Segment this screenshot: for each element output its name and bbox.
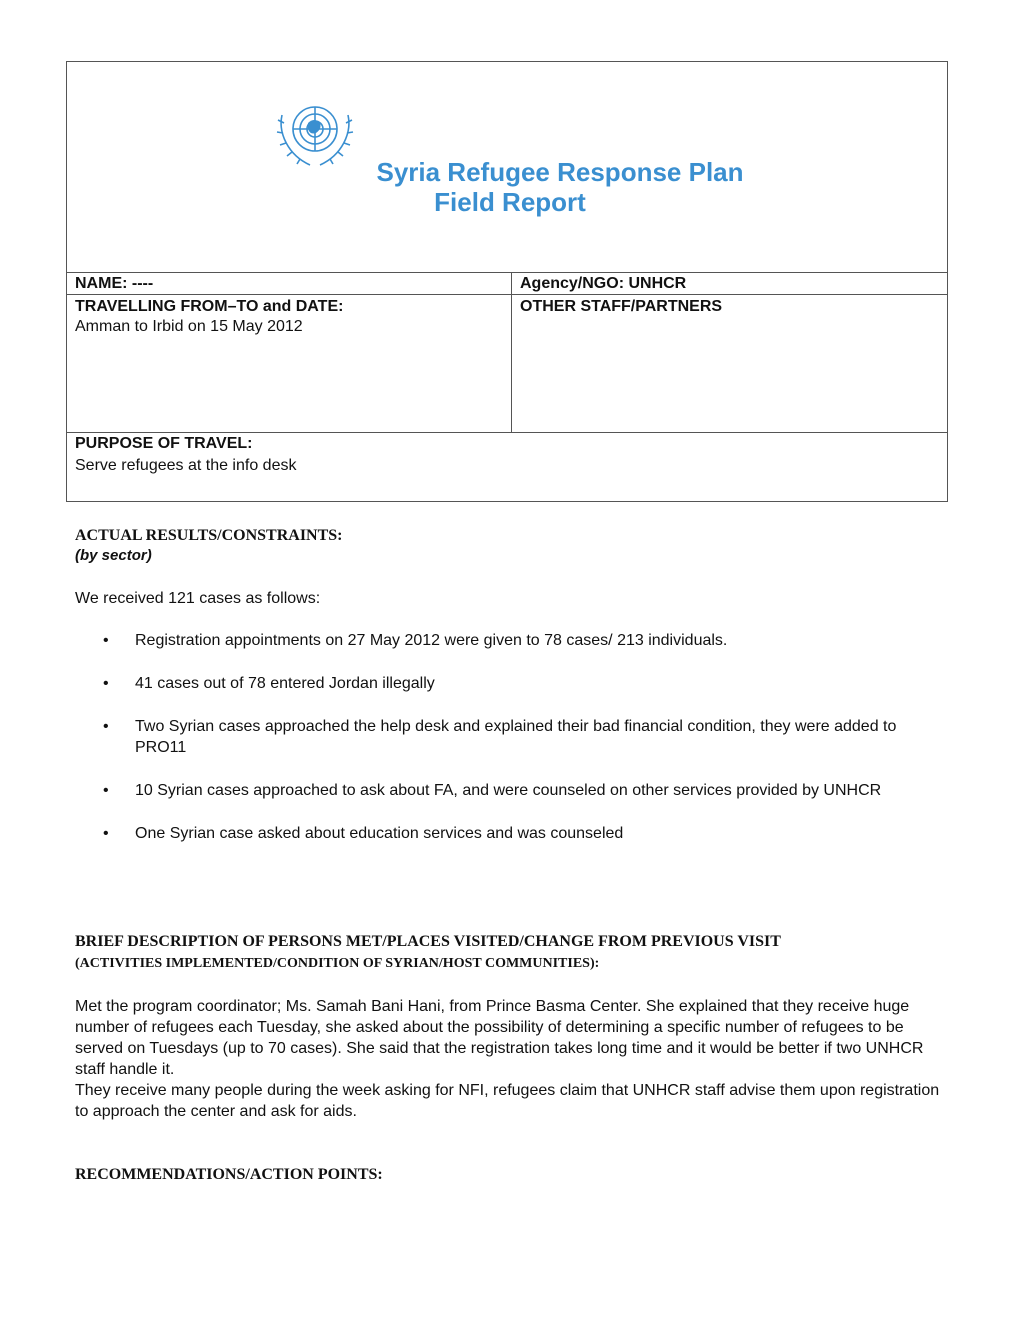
- purpose-value: Serve refugees at the info desk: [75, 457, 297, 474]
- results-list: [75, 630, 945, 866]
- list-item-text: 41 cases out of 78 entered Jordan illegally: [135, 675, 435, 692]
- description-paragraph-1: Met the program coordinator; Ms. Samah Bani Hani, from Prince Basma Center. She explained that they receive huge number of refugees each Tuesday, she asked about the possibility of determining a specific number of refugees to be served on Tuesdays (up to 70 cases). She said that the registration takes long time and it would be better if two UNHCR staff handle it.: [75, 998, 924, 1078]
- recommendations-heading: RECOMMENDATIONS/ACTION POINTS:: [75, 1166, 383, 1183]
- travel-label: TRAVELLING FROM–TO and DATE:: [75, 298, 344, 315]
- list-item: [75, 630, 945, 651]
- table-divider: [511, 272, 512, 432]
- bullet-icon: •: [103, 632, 109, 649]
- bullet-icon: •: [103, 675, 109, 692]
- description-heading: BRIEF DESCRIPTION OF PERSONS MET/PLACES VISITED/CHANGE FROM PREVIOUS VISIT: [75, 933, 781, 950]
- name-field: NAME: ----: [75, 275, 154, 292]
- report-subtitle: Field Report: [434, 187, 586, 217]
- results-intro: We received 121 cases as follows:: [75, 590, 321, 607]
- list-item: [75, 673, 945, 694]
- bullet-icon: •: [103, 825, 109, 842]
- table-divider: [66, 272, 948, 273]
- list-item-text: Registration appointments on 27 May 2012 were given to 78 cases/ 213 individuals.: [135, 632, 728, 649]
- list-item-text: Two Syrian cases approached the help desk and explained their bad financial condition, they were added to PRO11: [135, 718, 897, 756]
- bullet-icon: •: [103, 782, 109, 799]
- list-item: [75, 716, 945, 758]
- travel-value: Amman to Irbid on 15 May 2012: [75, 318, 303, 335]
- agency-field: Agency/NGO: UNHCR: [520, 275, 687, 292]
- report-title: Syria Refugee Response Plan: [376, 157, 744, 187]
- results-heading: ACTUAL RESULTS/CONSTRAINTS:: [75, 527, 343, 544]
- description-subheading: (ACTIVITIES IMPLEMENTED/CONDITION OF SYRIAN/HOST COMMUNITIES):: [75, 956, 600, 971]
- list-item: [75, 780, 945, 801]
- purpose-label: PURPOSE OF TRAVEL:: [75, 435, 253, 452]
- other-staff-label: OTHER STAFF/PARTNERS: [520, 298, 723, 315]
- list-item-text: 10 Syrian cases approached to ask about FA, and were counseled on other services provided by UNHCR: [135, 782, 882, 799]
- results-subheading: (by sector): [75, 547, 152, 564]
- bullet-icon: •: [103, 718, 109, 735]
- table-divider: [66, 294, 948, 295]
- table-divider: [66, 432, 948, 433]
- list-item: [75, 823, 945, 844]
- description-paragraph-2: They receive many people during the week asking for NFI, refugees claim that UNHCR staff advise them upon registration to approach the center and ask for aids.: [75, 1082, 940, 1120]
- list-item-text: One Syrian case asked about education services and was counseled: [135, 825, 624, 842]
